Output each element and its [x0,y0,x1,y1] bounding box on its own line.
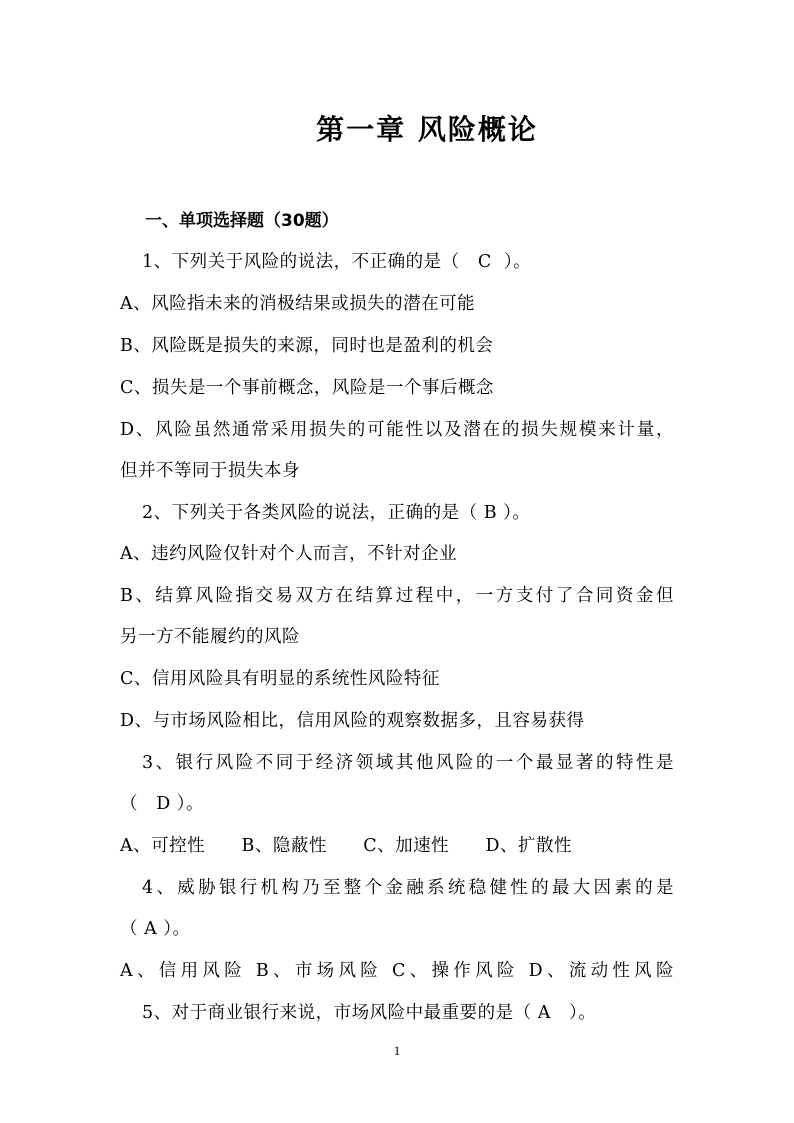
options-row: A、信用风险 B、市场风险 C、操作风险 D、流动性风险 [120,961,674,981]
option-line: B、结算风险指交易双方在结算过程中，一方支付了合同资金但 [120,586,674,606]
question-5: 5、对于商业银行来说，市场风险中最重要的是（ A ）。 [142,1003,597,1023]
option-line: A、风险指未来的消极结果或损失的潜在可能 [120,294,476,314]
question-3-answer: （ D ）。 [120,794,205,814]
option-line-continued: 另一方不能履约的风险 [120,627,300,647]
option-line: A、违约风险仅针对个人而言，不针对企业 [120,544,458,564]
chapter-title: 第一章 风险概论 [316,113,538,146]
question-3: 3、银行风险不同于经济领域其他风险的一个最显著的特性是 [142,753,674,773]
section-heading: 一、单项选择题（30题） [145,211,339,231]
options-row: A、可控性 B、隐蔽性 C、加速性 D、扩散性 [120,836,573,856]
option-line: C、损失是一个事前概念，风险是一个事后概念 [120,378,494,398]
question-4-answer: （ A ）。 [120,919,191,939]
option-line-continued: 但并不等同于损失本身 [120,461,300,481]
question-4: 4、威胁银行机构乃至整个金融系统稳健性的最大因素的是 [142,878,674,898]
option-line: D、与市场风险相比，信用风险的观察数据多，且容易获得 [120,711,585,731]
option-line: C、信用风险具有明显的系统性风险特征 [120,669,440,689]
option-line: B、风险既是损失的来源，同时也是盈利的机会 [120,336,494,356]
option-line: D、风险虽然通常采用损失的可能性以及潜在的损失规模来计量， [120,420,674,440]
page-number: 1 [393,1043,401,1058]
question-1: 1、下列关于风险的说法，不正确的是（ C ）。 [142,252,532,272]
question-2: 2、下列关于各类风险的说法，正确的是（ B ）。 [142,503,531,523]
